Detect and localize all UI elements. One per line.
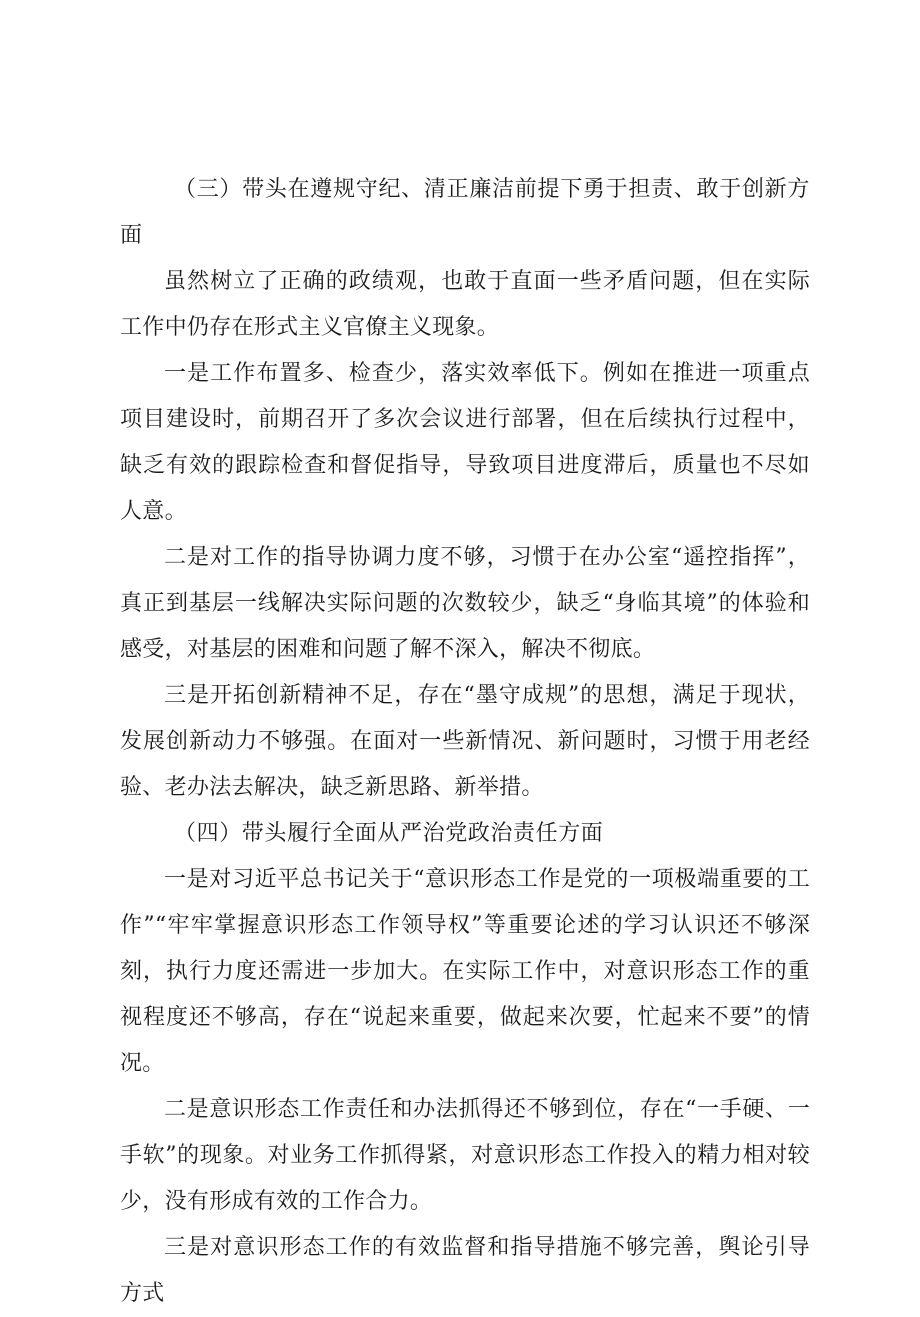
paragraph: 虽然树立了正确的政绩观，也敢于直面一些矛盾问题，但在实际工作中仍存在形式主义官僚主义现象。 [120,269,810,340]
paragraph: 二是意识形态工作责任和办法抓得还不够到位，存在“一手硬、一手软”的现象。对业务工作抓得紧，对意识形态工作投入的精力相对较少，没有形成有效的工作合力。 [120,1097,810,1214]
section-heading-4: （四）带头履行全面从严治党政治责任方面 [174,821,604,846]
paragraph: 三是开拓创新精神不足，存在“墨守成规”的思想，满足于现状，发展创新动力不够强。在面对一些新情况、新问题时，习惯于用老经验、老办法去解决，缺乏新思路、新举措。 [120,683,810,800]
document-body [120,167,810,1317]
paragraph: 一是对习近平总书记关于“意识形态工作是党的一项极端重要的工作”“牢牢掌握意识形态工作领导权”等重要论述的学习认识还不够深刻，执行力度还需进一步加大。在实际工作中，对意识形态工作的重视程度还不够高，存在“说起来重要，做起来次要，忙起来不要”的情况。 [120,867,810,1076]
paragraph: 一是工作布置多、检查少，落实效率低下。例如在推进一项重点项目建设时，前期召开了多次会议进行部署，但在后续执行过程中，缺乏有效的跟踪检查和督促指导，导致项目进度滞后，质量也不尽如人意。 [120,361,810,524]
paragraph: 二是对工作的指导协调力度不够，习惯于在办公室“遥控指挥”，真正到基层一线解决实际问题的次数较少，缺乏“身临其境”的体验和感受，对基层的困难和问题了解不深入，解决不彻底。 [120,545,810,662]
section-heading-3: （三）带头在遵规守纪、清正廉洁前提下勇于担责、敢于创新方面 [120,177,810,248]
paragraph: 三是对意识形态工作的有效监督和指导措施不够完善，舆论引导方式 [120,1235,810,1306]
